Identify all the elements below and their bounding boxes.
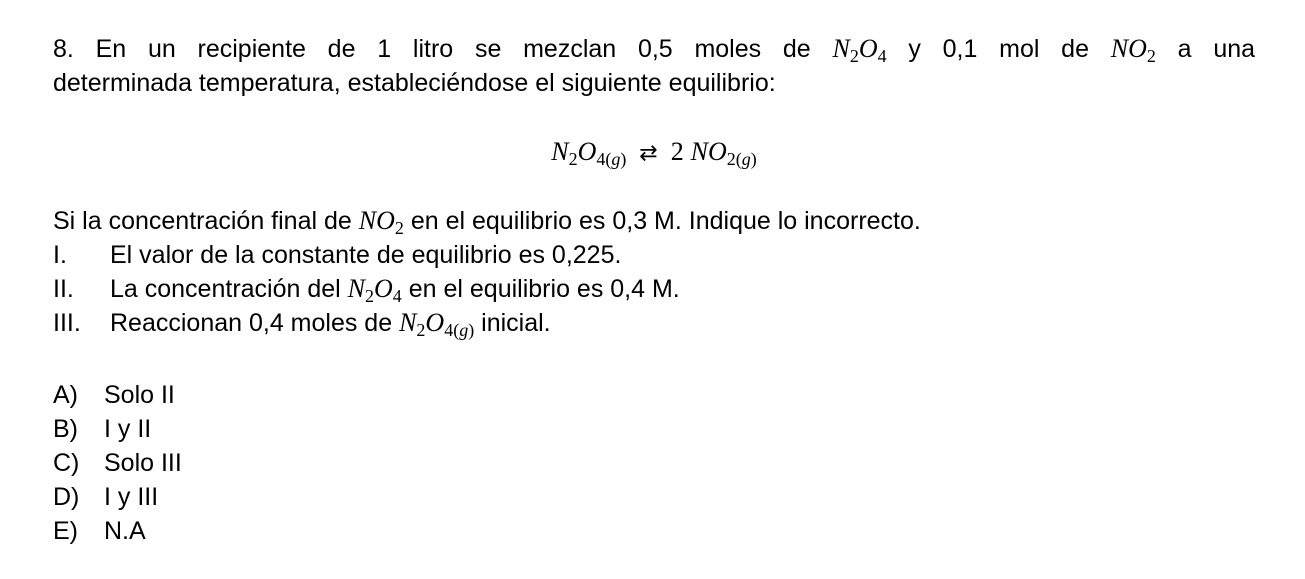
- option-b[interactable]: [53, 414, 151, 444]
- question-text-part-b: y 0,1 mol de: [908, 35, 1089, 63]
- statement-text: El valor de la constante de equilibrio es 0,225.: [110, 241, 622, 269]
- option-text: I y II: [104, 415, 152, 443]
- statement-number: III.: [53, 309, 81, 337]
- question-line-1: [53, 34, 1255, 64]
- option-e[interactable]: [53, 516, 146, 546]
- statement-text-a: La concentración del: [110, 275, 341, 303]
- equilibrium-arrow-icon: ⇄: [639, 141, 658, 166]
- statement-text-a: Reaccionan 0,4 moles de: [110, 309, 393, 337]
- question-text-line-2: determinada temperatura, estableciéndose el siguiente equilibrio:: [53, 69, 776, 97]
- statement-number: II.: [53, 275, 74, 303]
- statement-2: [53, 274, 680, 304]
- option-text: Solo II: [104, 381, 175, 409]
- option-a[interactable]: [53, 380, 175, 410]
- prompt-part-a: Si la concentración final de: [53, 207, 352, 235]
- equation-reactant: $N_2O_{4(g)}$: [551, 137, 627, 169]
- option-letter: C): [53, 449, 80, 477]
- question-line-2: [53, 68, 1255, 98]
- option-text: I y III: [104, 483, 159, 511]
- statement-number: I.: [53, 241, 67, 269]
- question-text-part-c: a una: [1177, 35, 1256, 63]
- question-prompt: [53, 206, 1255, 236]
- question-number: 8.: [53, 35, 74, 63]
- statement-text-b: inicial.: [481, 309, 551, 337]
- equation-coefficient: 2: [670, 137, 684, 166]
- formula-no2-prompt: $NO_2$: [358, 206, 404, 238]
- prompt-part-b: en el equilibrio es 0,3 M. Indique lo incorrecto.: [410, 207, 921, 235]
- statement-3: [53, 308, 551, 338]
- option-d[interactable]: [53, 482, 158, 512]
- option-text: Solo III: [104, 449, 182, 477]
- question-text-part-a: En un recipiente de 1 litro se mezclan 0,5 moles de: [95, 35, 811, 63]
- formula-n2o4-statement: $N_2O_4$: [347, 274, 402, 306]
- option-c[interactable]: [53, 448, 182, 478]
- option-letter: D): [53, 483, 80, 511]
- option-letter: B): [53, 415, 78, 443]
- statement-1: [53, 240, 621, 270]
- formula-n2o4: $N_2O_4$: [832, 34, 887, 66]
- equilibrium-equation: [53, 135, 1255, 171]
- formula-no2: $NO_2$: [1110, 34, 1156, 66]
- option-letter: A): [53, 381, 78, 409]
- option-text: N.A: [104, 517, 146, 545]
- equation-product: $NO_{2(g)}$: [690, 137, 757, 169]
- statement-text-b: en el equilibrio es 0,4 M.: [408, 275, 680, 303]
- option-letter: E): [53, 517, 78, 545]
- formula-n2o4-gas-statement: $N_2O_{4(g)}$: [399, 308, 475, 340]
